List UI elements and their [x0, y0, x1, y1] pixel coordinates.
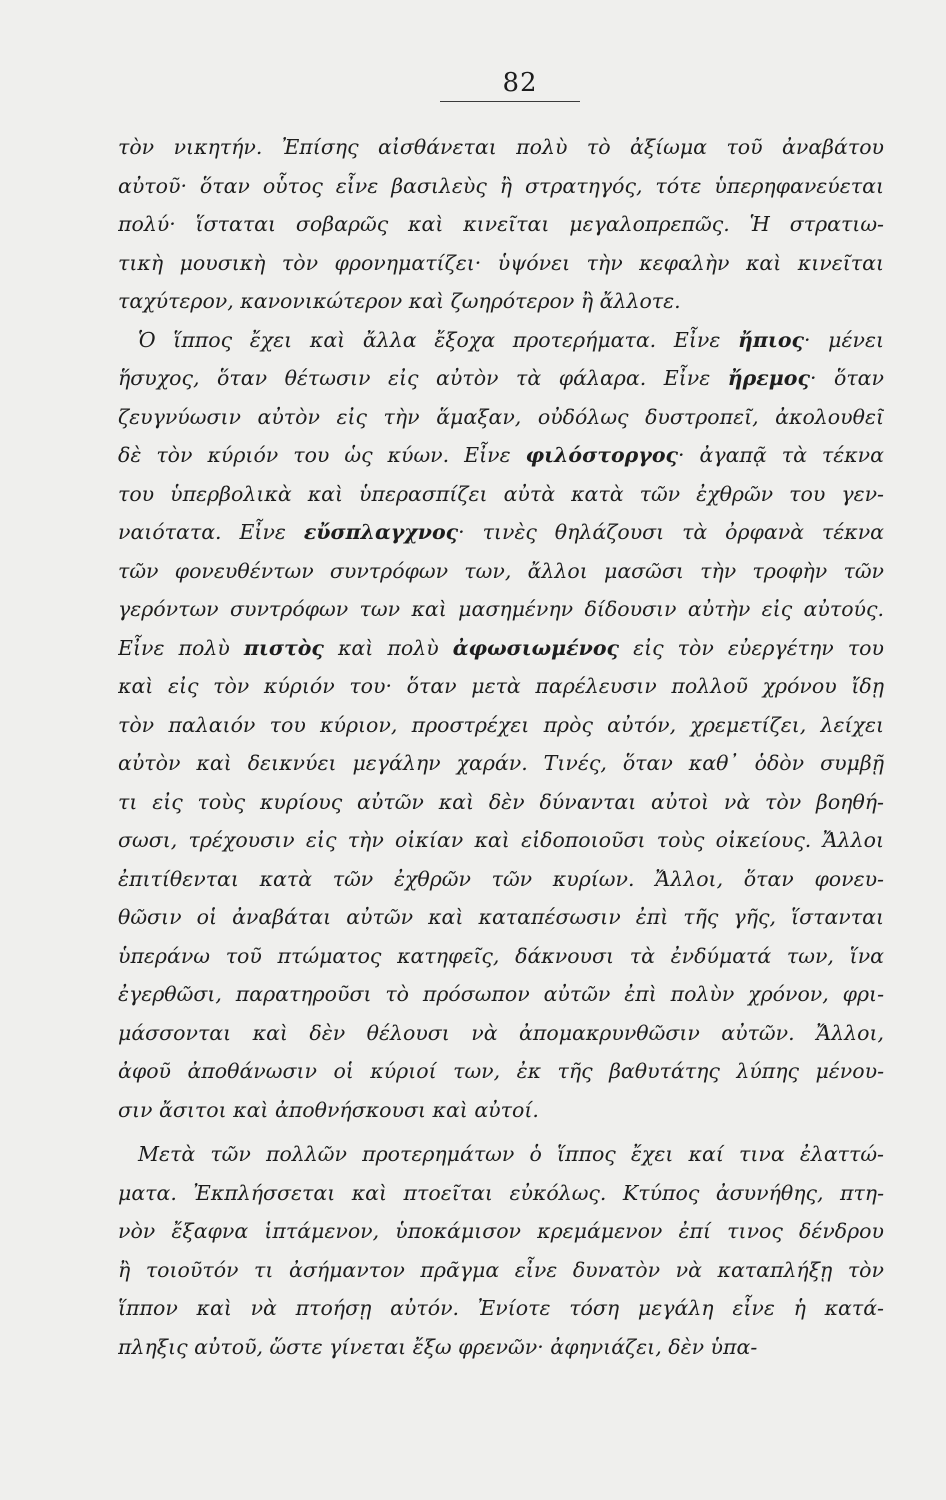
text-line: πολύ· ἵσταται σοβαρῶς καὶ κινεῖται μεγαλοπρεπῶς. Ἡ στρατιω-	[118, 212, 884, 236]
page-number: 82	[502, 68, 538, 98]
text-line: τι εἰς τοὺς κυρίους αὐτῶν καὶ δὲν δύνανται αὐτοὶ νὰ τὸν βοηθή-	[118, 789, 884, 814]
text-line: ναιότατα. Εἶνε εὔσπλαγχνος· τινὲς θηλάζουσι τὰ ὀρφανὰ τέκνα	[118, 520, 884, 544]
bold-term: ἀφωσιωμένος	[452, 635, 619, 660]
text-line: ἀφοῦ ἀποθάνωσιν οἱ κύριοί των, ἐκ τῆς βαθυτάτης λύπης μένου-	[118, 1059, 884, 1083]
text-line: ὑπεράνω τοῦ πτώματος κατηφεῖς, δάκνουσι τὰ ἐνδύματά των, ἵνα	[118, 943, 884, 968]
text-line: γερόντων συντρόφων των καὶ μασημένην δίδουσιν αὐτὴν εἰς αὐτούς.	[118, 597, 884, 621]
text-line: Μετὰ τῶν πολλῶν προτερημάτων ὁ ἵππος ἔχει καί τινα ἐλαττώ-	[138, 1142, 884, 1166]
text-line: τὸν παλαιόν του κύριον, προστρέχει πρὸς αὐτόν, χρεμετίζει, λείχει	[118, 712, 884, 737]
text-line: θῶσιν οἱ ἀναβάται αὐτῶν καὶ καταπέσωσιν ἐπὶ τῆς γῆς, ἵστανται	[118, 905, 884, 929]
text-line: ἥσυχος, ὅταν θέτωσιν εἰς αὐτὸν τὰ φάλαρα. Εἶνε ἤρεμος· ὅταν	[118, 366, 884, 390]
text-line: τῶν φονευθέντων συντρόφων των, ἄλλοι μασῶσι τὴν τροφὴν τῶν	[118, 558, 884, 583]
text-line: ματα. Ἐκπλήσσεται καὶ πτοεῖται εὐκόλως. Κτύπος ἀσυνήθης, πτη-	[118, 1180, 884, 1205]
text-line: ταχύτερον, κανονικώτερον καὶ ζωηρότερον ἢ ἄλλοτε.	[118, 289, 681, 313]
text-line: Εἶνε πολὺ πιστὸς καὶ πολὺ ἀφωσιωμένος εἰς τὸν εὐεργέτην του	[118, 635, 884, 660]
bold-term: πιστὸς	[243, 635, 324, 660]
text-body	[118, 128, 884, 1366]
text-line: τικὴ μουσικὴ τὸν φρονηματίζει· ὑψόνει τὴν κεφαλὴν καὶ κινεῖται	[118, 250, 884, 275]
text-line: αὐτὸν καὶ δεικνύει μεγάλην χαράν. Τινές, ὅταν καθ᾽ ὁδὸν συμβῇ	[118, 751, 884, 775]
text-line: τὸν νικητήν. Ἐπίσης αἰσθάνεται πολὺ τὸ ἀξίωμα τοῦ ἀναβάτου	[118, 135, 884, 159]
text-line: ἵππον καὶ νὰ πτοήσῃ αὐτόν. Ἐνίοτε τόση μεγάλη εἶνε ἡ κατά-	[118, 1296, 884, 1320]
text-line: πληξις αὐτοῦ, ὥστε γίνεται ἔξω φρενῶν· ἀφηνιάζει, δὲν ὑπα-	[118, 1334, 758, 1359]
text-line: ἐπιτίθενται κατὰ τῶν ἐχθρῶν τῶν κυρίων. Ἄλλοι, ὅταν φονευ-	[118, 866, 884, 891]
text-line: Ὁ ἵππος ἔχει καὶ ἄλλα ἔξοχα προτερήματα. Εἶνε ἤπιος· μένει	[138, 327, 884, 352]
text-line: αὐτοῦ· ὅταν οὗτος εἶνε βασιλεὺς ἢ στρατηγός, τότε ὑπερηφανεύεται	[118, 173, 884, 198]
text-line: ζευγνύωσιν αὐτὸν εἰς τὴν ἅμαξαν, οὐδόλως δυστροπεῖ, ἀκολουθεῖ	[118, 404, 884, 429]
text-line: σωσι, τρέχουσιν εἰς τὴν οἰκίαν καὶ εἰδοποιοῦσι τοὺς οἰκείους. Ἄλλοι	[118, 828, 884, 852]
text-line: νὸν ἔξαφνα ἱπτάμενον, ὑποκάμισον κρεμάμενον ἐπί τινος δένδρου	[118, 1219, 884, 1243]
text-line: του ὑπερβολικὰ καὶ ὑπερασπίζει αὐτὰ κατὰ τῶν ἐχθρῶν του γεν-	[118, 481, 884, 506]
text-line: ἢ τοιοῦτόν τι ἀσήμαντον πρᾶγμα εἶνε δυνατὸν νὰ καταπλήξῃ τὸν	[118, 1257, 884, 1282]
text-line: σιν ἄσιτοι καὶ ἀποθνήσκουσι καὶ αὐτοί.	[118, 1097, 539, 1122]
bold-term: ἤρεμος	[727, 366, 810, 390]
bold-term: φιλόστοργος	[525, 443, 678, 467]
text-line: μάσσονται καὶ δὲν θέλουσι νὰ ἀπομακρυνθῶσιν αὐτῶν. Ἄλλοι,	[118, 1020, 884, 1045]
bold-term: ἤπιος	[738, 327, 804, 352]
text-line: καὶ εἰς τὸν κύριόν του· ὅταν μετὰ παρέλευσιν πολλοῦ χρόνου ἴδῃ	[118, 674, 884, 698]
bold-term: εὔσπλαγχνος	[303, 520, 459, 544]
text-line: δὲ τὸν κύριόν του ὡς κύων. Εἶνε φιλόστοργος· ἀγαπᾷ τὰ τέκνα	[118, 443, 884, 467]
header-rule	[440, 101, 580, 102]
text-line: ἐγερθῶσι, παρατηροῦσι τὸ πρόσωπον αὐτῶν ἐπὶ πολὺν χρόνον, φρι-	[118, 982, 884, 1006]
